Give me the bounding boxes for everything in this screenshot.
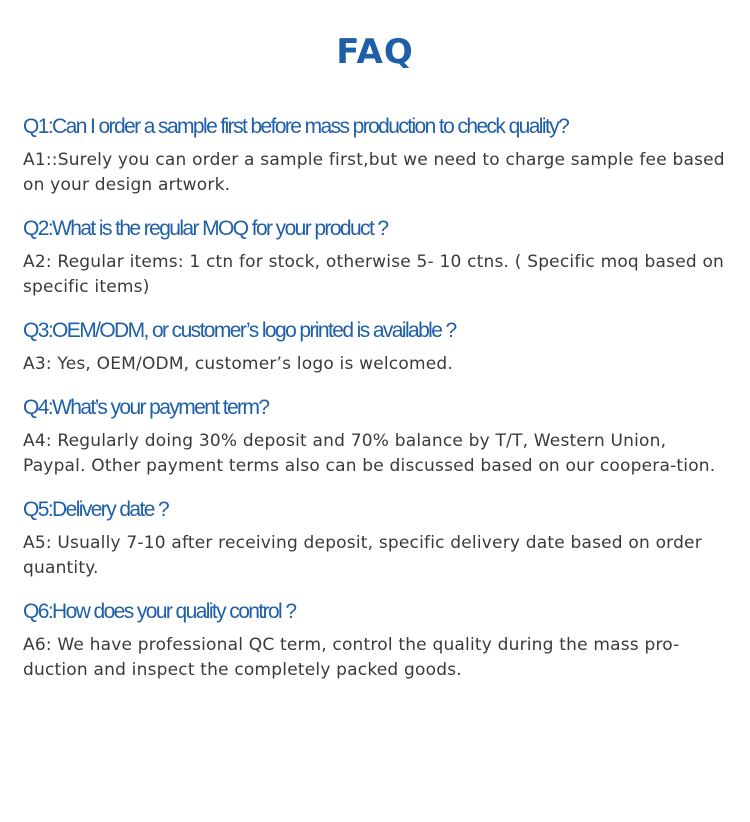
answer-3: A3: Yes, OEM/ODM, customer’s logo is welcomed. — [23, 354, 453, 374]
faq-item-1 — [23, 112, 733, 198]
question-2: Q2:What is the regular MOQ for your product ? — [23, 217, 388, 240]
answer-2: A2: Regular items: 1 ctn for stock, otherwise 5- 10 ctns. ( Specific moq based on specific items) — [23, 252, 725, 297]
question-5: Q5:Delivery date ? — [23, 498, 169, 521]
answer-6: A6: We have professional QC term, control the quality during the mass pro-duction and inspect the completely packed goods. — [23, 635, 680, 680]
faq-item-6 — [23, 597, 733, 683]
answer-5: A5: Usually 7-10 after receiving deposit, specific delivery date based on order quantity. — [23, 533, 702, 578]
faq-list — [23, 112, 733, 699]
question-1: Q1:Can I order a sample first before mass production to check quality? — [23, 115, 569, 138]
question-3: Q3:OEM/ODM, or customer’s logo printed is available ? — [23, 319, 456, 342]
faq-item-4 — [23, 393, 733, 479]
page-title: FAQ — [336, 32, 414, 72]
answer-4: A4: Regularly doing 30% deposit and 70% balance by T/T, Western Union, Paypal. Other payment terms also can be discussed based on our coopera-tion. — [23, 431, 716, 476]
faq-item-2 — [23, 214, 733, 300]
question-6: Q6:How does your quality control ? — [23, 600, 296, 623]
question-4: Q4:What’s your payment term? — [23, 396, 269, 419]
faq-item-5 — [23, 495, 733, 581]
faq-item-3 — [23, 316, 733, 377]
answer-1: A1::Surely you can order a sample first,but we need to charge sample fee based on your design artwork. — [23, 150, 725, 195]
